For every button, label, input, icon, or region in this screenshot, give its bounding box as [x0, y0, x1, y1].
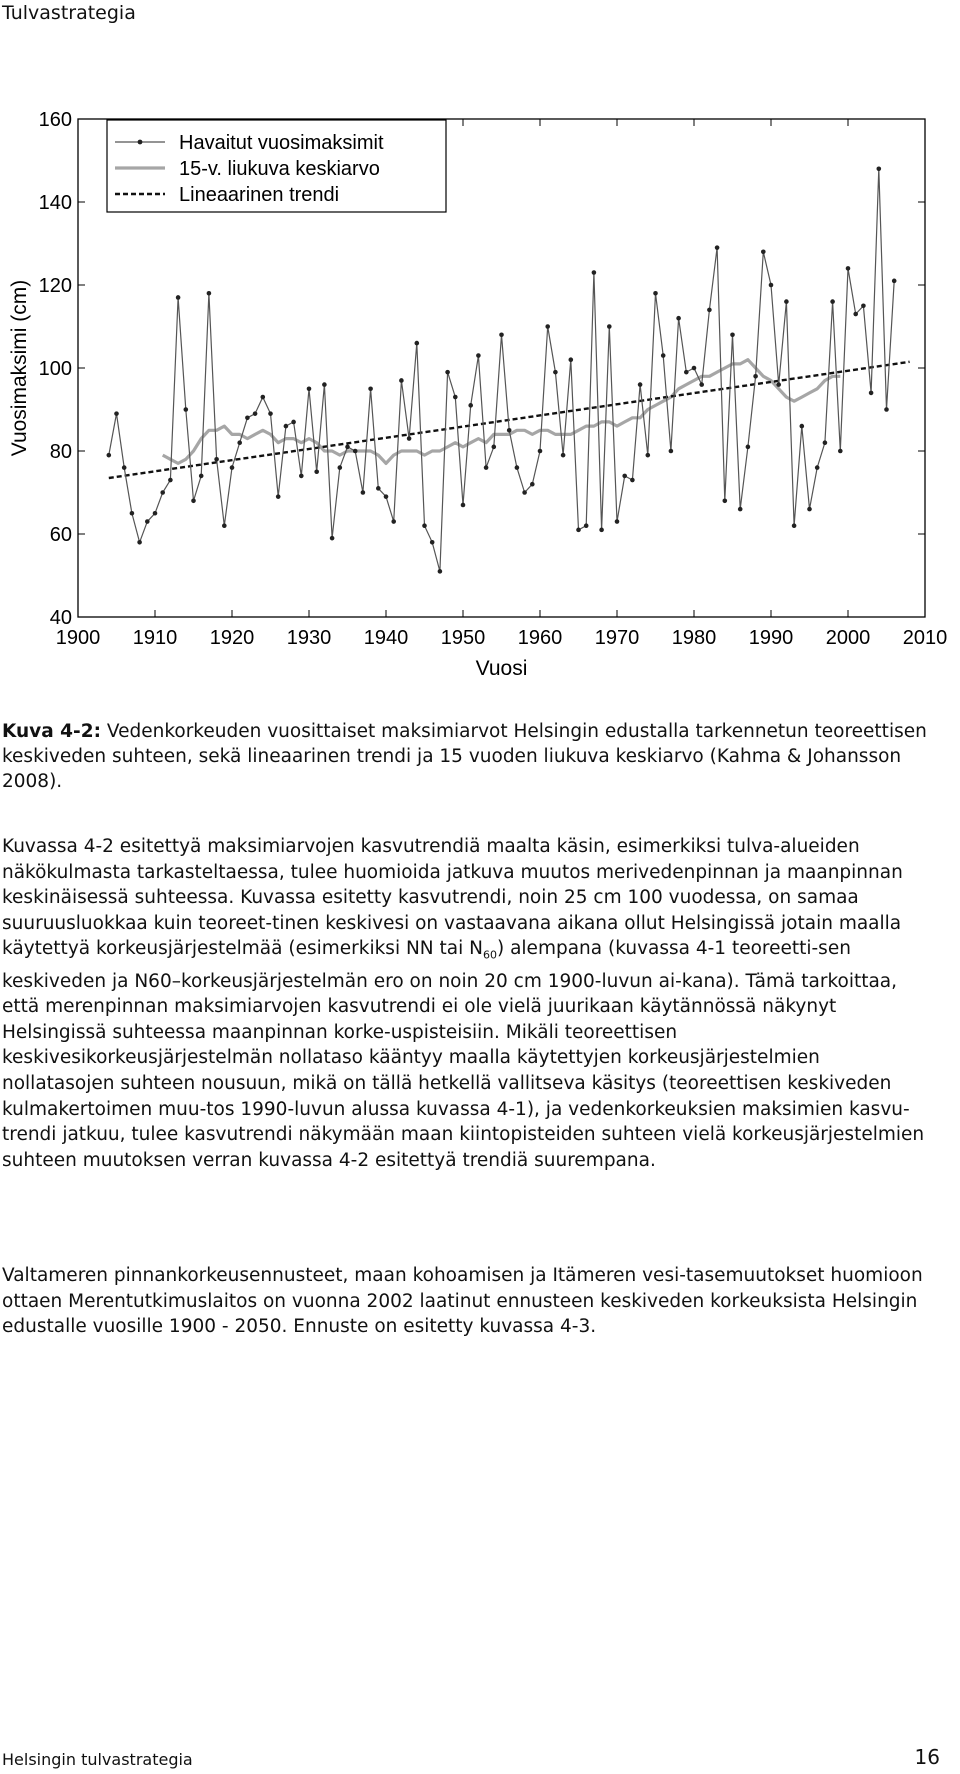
observed-maxima-point	[784, 299, 789, 304]
observed-maxima-point	[815, 465, 820, 470]
observed-maxima-point	[669, 449, 674, 454]
observed-maxima-point	[314, 469, 319, 474]
observed-maxima-point	[391, 519, 396, 524]
observed-maxima-point	[338, 465, 343, 470]
observed-maxima-point	[692, 366, 697, 371]
observed-maxima-point	[468, 403, 473, 408]
caption-label: Kuva 4-2:	[2, 721, 101, 742]
observed-maxima-point	[530, 482, 535, 487]
observed-maxima-point	[730, 333, 735, 338]
observed-maxima-point	[569, 357, 574, 362]
observed-maxima-point	[422, 523, 427, 528]
observed-maxima-point	[638, 382, 643, 387]
observed-maxima-point	[853, 312, 858, 317]
observed-maxima-point	[299, 474, 304, 479]
observed-maxima-point	[653, 291, 658, 296]
observed-maxima-point	[261, 395, 266, 400]
observed-maxima-point	[107, 453, 112, 458]
observed-maxima-point	[561, 453, 566, 458]
paragraph-1-text-b: ) alempana (kuvassa 4-1 teoreetti-sen keskiveden ja N60–korkeusjärjestelmän ero on noin 20 cm 1900-luvun ai-kana). Tämä tarkoittaa, että merenpinnan maksimiarvojen kasvutrendi ei ole vielä juurikaan käytännössä näkynyt Helsingissä suhteessa maanpinnan korke-uspisteisiin. Mikäli teoreettisen keskivesikorkeusjärjestelmän nollataso kääntyy maalla käytettyjen korkeusjärjestelmien nollatasojen suhteen nousuun, mikä on tällä hetkellä vallitseva käsitys (teoreettisen keskiveden kulmakertoimen muu-tos 1990-luvun alussa kuvassa 4-1), ja vedenkorkeuksien maksimien kasvu-trendi jatkuu, tulee kasvutrendi näkymään maan kiintopisteiden suhteen vielä korkeusjärjestelmien suhteen muutoksen verran kuvassa 4-2 esitettyä trendiä suurempana.	[2, 938, 925, 1171]
observed-maxima-point	[484, 465, 489, 470]
observed-maxima-point	[330, 536, 335, 541]
running-header: Tulvastrategia	[2, 2, 136, 24]
observed-maxima-point	[284, 424, 289, 429]
caption-text: Vedenkorkeuden vuosittaiset maksimiarvot Helsingin edustalla tarkennetun teoreettisen keskiveden suhteen, sekä lineaarinen trendi ja 15 vuoden liukuva keskiarvo (Kahma & Johansson 2008).	[2, 721, 927, 792]
observed-maxima-point	[769, 283, 774, 288]
observed-maxima-point	[699, 382, 704, 387]
observed-maxima-point	[230, 465, 235, 470]
observed-maxima-point	[376, 486, 381, 491]
observed-maxima-point	[738, 507, 743, 512]
observed-maxima-point	[507, 428, 512, 433]
legend-observed-label: Havaitut vuosimaksimit	[179, 132, 384, 154]
observed-maxima-point	[592, 270, 597, 275]
observed-maxima-point	[576, 528, 581, 533]
x-tick-label: 1920	[209, 627, 255, 649]
observed-maxima-point	[430, 540, 435, 545]
observed-maxima-point	[622, 474, 627, 479]
observed-maxima-point	[884, 407, 889, 412]
x-tick-label: 1980	[671, 627, 717, 649]
sea-level-chart	[0, 95, 960, 695]
observed-maxima-point	[715, 245, 720, 250]
observed-maxima-point	[515, 465, 520, 470]
body-paragraph-2: Valtameren pinnankorkeusennusteet, maan kohoamisen ja Itämeren vesi-tasemuutokset huomioon ottaen Merentutkimuslaitos on vuonna 2002 laatinut ennusteen keskiveden korkeuksista Helsingin edustalle vuosille 1900 - 2050. Ennuste on esitetty kuvassa 4-3.	[2, 1265, 923, 1338]
observed-maxima-point	[823, 440, 828, 445]
x-tick-label: 1900	[55, 627, 101, 649]
x-tick-label: 1960	[517, 627, 563, 649]
paragraph-1-text-a: Kuvassa 4-2 esitettyä maksimiarvojen kasvutrendiä maalta käsin, esimerkiksi tulva-alueiden näkökulmasta tarkasteltaessa, tulee huomioida jatkuva muutos merivedenpinnan ja maanpinnan keskinäisessä suhteessa. Kuvassa esitetty kasvutrendi, noin 25 cm 100 vuodessa, on samaa suuruusluokkaa kuin teoreet-tinen keskivesi on vastaavana aikana ollut Helsingissä jotain maalla käytettyä korkeusjärjestelmää (esimerkiksi NN tai N	[2, 836, 903, 960]
y-tick-label: 160	[38, 109, 72, 131]
legend-trend-label: Lineaarinen trendi	[179, 184, 340, 206]
observed-maxima-point	[723, 499, 728, 504]
observed-maxima-point	[861, 303, 866, 308]
observed-maxima-point	[137, 540, 142, 545]
y-tick-label: 80	[49, 441, 72, 463]
observed-maxima-point	[322, 382, 327, 387]
observed-maxima-point	[545, 324, 550, 329]
observed-maxima-point	[877, 167, 882, 172]
observed-maxima-point	[676, 316, 681, 321]
x-tick-label: 1990	[748, 627, 794, 649]
observed-maxima-point	[838, 449, 843, 454]
observed-maxima-point	[268, 411, 273, 416]
observed-maxima-point	[184, 407, 189, 412]
y-tick-label: 100	[38, 358, 72, 380]
observed-maxima-point	[761, 250, 766, 255]
observed-maxima-point	[776, 382, 781, 387]
observed-maxima-point	[207, 291, 212, 296]
observed-maxima-point	[214, 457, 219, 462]
x-tick-label: 1930	[286, 627, 332, 649]
observed-maxima-point	[168, 478, 173, 483]
observed-maxima-point	[553, 370, 558, 375]
observed-maxima-point	[145, 519, 150, 524]
observed-maxima-point	[276, 494, 281, 499]
observed-maxima-point	[368, 386, 373, 391]
observed-maxima-point	[176, 295, 181, 300]
paragraph-1-subscript: 60	[482, 949, 497, 963]
observed-maxima-point	[245, 416, 250, 421]
page-number: 16	[914, 1745, 940, 1769]
moving-average-line	[163, 360, 841, 464]
observed-maxima-point	[615, 519, 620, 524]
observed-maxima-point	[407, 436, 412, 441]
observed-maxima-point	[415, 341, 420, 346]
observed-maxima-point	[384, 494, 389, 499]
observed-maxima-point	[438, 569, 443, 574]
observed-maxima-point	[800, 424, 805, 429]
observed-maxima-point	[237, 440, 242, 445]
observed-maxima-point	[684, 370, 689, 375]
observed-maxima-line	[109, 169, 894, 572]
observed-maxima-point	[361, 490, 366, 495]
y-tick-label: 120	[38, 275, 72, 297]
x-tick-label: 1940	[363, 627, 409, 649]
observed-maxima-point	[122, 465, 127, 470]
footer-title: Helsingin tulvastrategia	[2, 1750, 193, 1769]
y-tick-label: 140	[38, 192, 72, 214]
observed-maxima-point	[869, 391, 874, 396]
observed-maxima-point	[892, 279, 897, 284]
observed-maxima-point	[792, 523, 797, 528]
observed-maxima-point	[191, 499, 196, 504]
y-axis-label: Vuosimaksimi (cm)	[8, 279, 31, 457]
observed-maxima-point	[707, 308, 712, 313]
x-tick-label: 2000	[825, 627, 871, 649]
observed-maxima-point	[476, 353, 481, 358]
figure-caption	[2, 719, 932, 794]
observed-maxima-point	[522, 490, 527, 495]
y-tick-label: 60	[49, 524, 72, 546]
legend-observed-marker	[138, 140, 143, 145]
observed-maxima-point	[253, 411, 258, 416]
observed-maxima-point	[584, 523, 589, 528]
observed-maxima-point	[492, 445, 497, 450]
observed-maxima-point	[599, 528, 604, 533]
observed-maxima-point	[646, 453, 651, 458]
observed-maxima-point	[160, 490, 165, 495]
observed-maxima-point	[199, 474, 204, 479]
y-tick-label: 40	[49, 607, 72, 629]
observed-maxima-point	[307, 386, 312, 391]
observed-maxima-point	[153, 511, 158, 516]
x-axis-label: Vuosi	[475, 657, 528, 680]
observed-maxima-point	[445, 370, 450, 375]
observed-maxima-point	[846, 266, 851, 271]
x-tick-label: 1910	[132, 627, 178, 649]
observed-maxima-point	[353, 449, 358, 454]
observed-maxima-point	[746, 445, 751, 450]
observed-maxima-point	[130, 511, 135, 516]
observed-maxima-point	[499, 333, 504, 338]
observed-maxima-point	[453, 395, 458, 400]
x-tick-label: 2010	[902, 627, 948, 649]
observed-maxima-point	[607, 324, 612, 329]
observed-maxima-point	[538, 449, 543, 454]
observed-maxima-point	[222, 523, 227, 528]
x-tick-label: 1970	[594, 627, 640, 649]
observed-maxima-point	[399, 378, 404, 383]
legend-moving-average-label: 15-v. liukuva keskiarvo	[179, 158, 380, 180]
observed-maxima-point	[630, 478, 635, 483]
observed-maxima-point	[461, 503, 466, 508]
observed-maxima-point	[830, 299, 835, 304]
observed-maxima-point	[753, 374, 758, 379]
observed-maxima-point	[345, 445, 350, 450]
observed-maxima-point	[661, 353, 666, 358]
body-paragraph-1	[2, 834, 932, 1173]
observed-maxima-point	[114, 411, 119, 416]
observed-maxima-point	[291, 420, 296, 425]
observed-maxima-point	[807, 507, 812, 512]
x-tick-label: 1950	[440, 627, 486, 649]
